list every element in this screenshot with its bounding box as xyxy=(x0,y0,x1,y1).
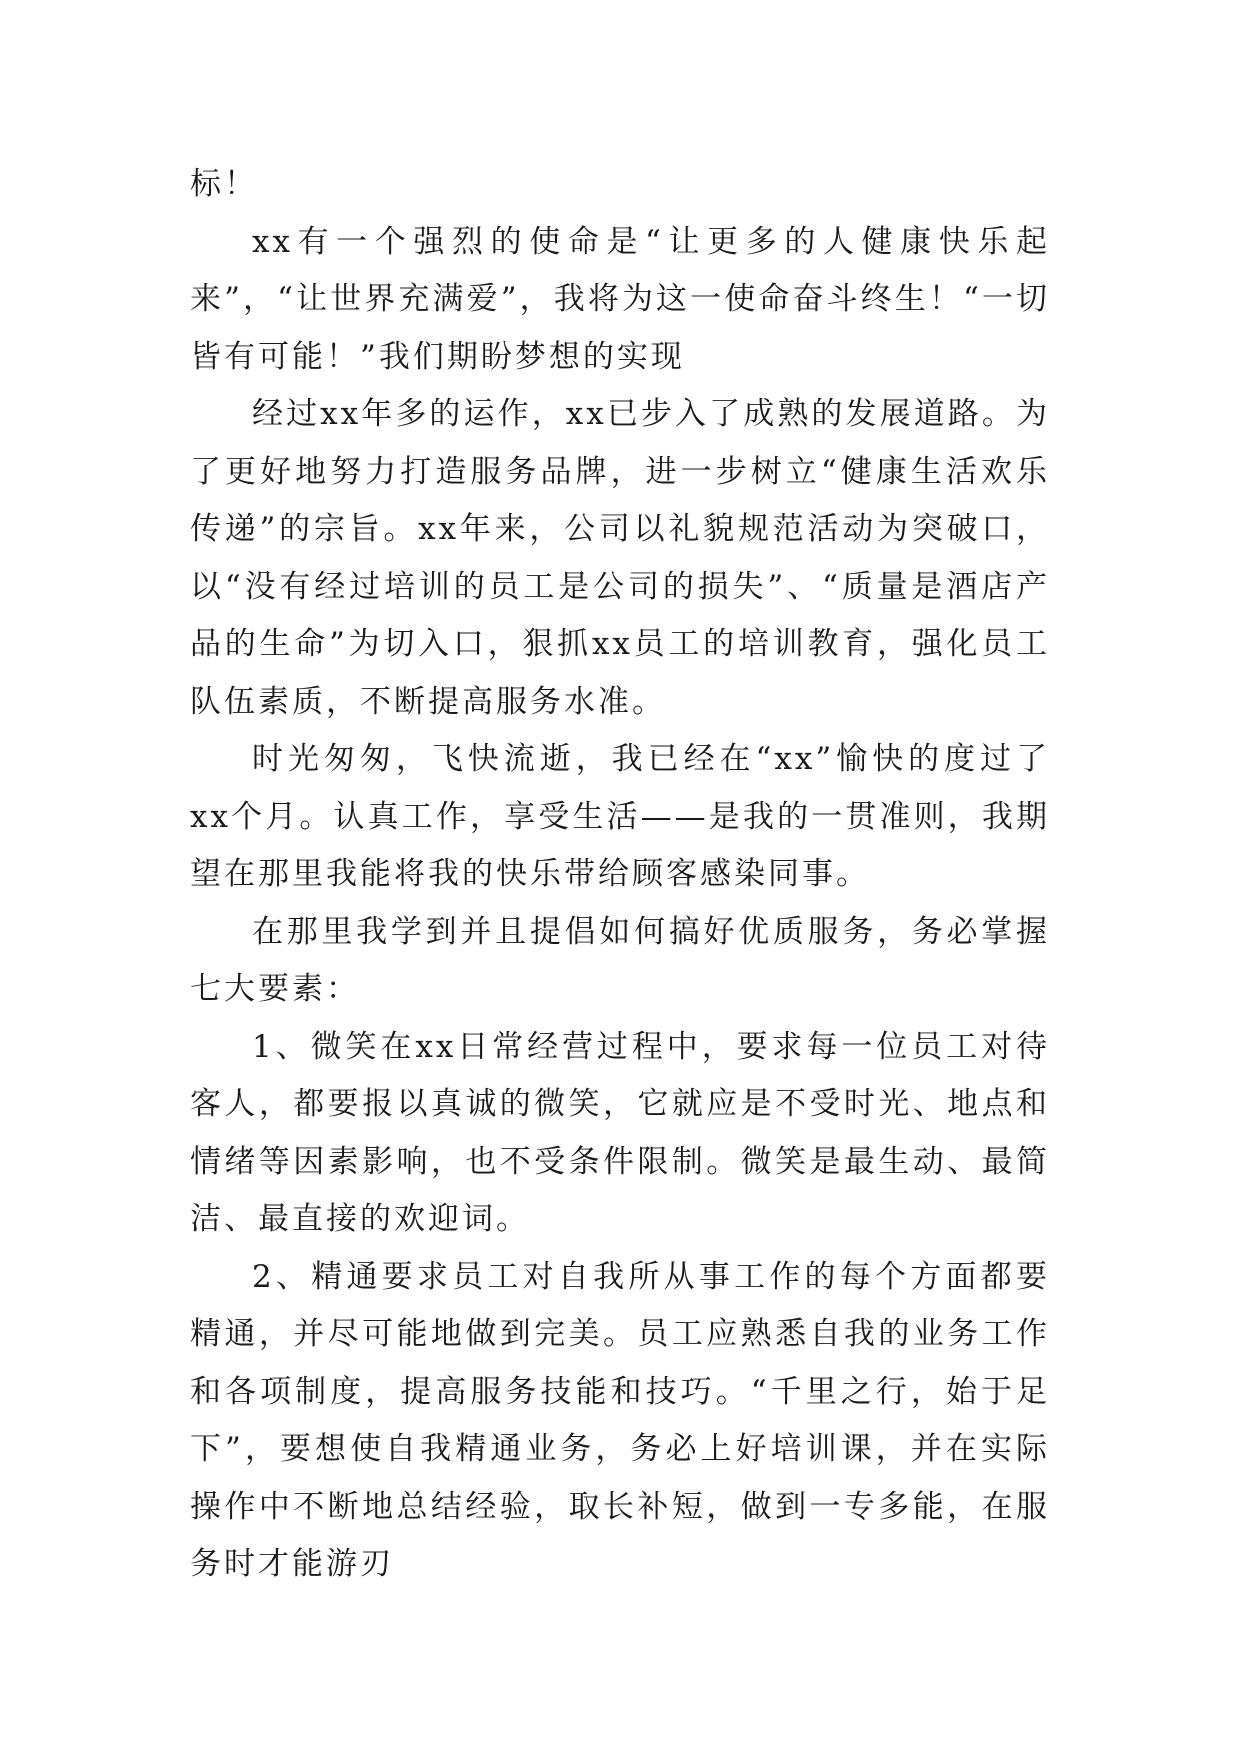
paragraph-time: 时光匆匆，飞快流逝，我已经在“xx”愉快的度过了xx个月。认真工作，享受生活——是我的一贯准则，我期望在那里我能将我的快乐带给顾客感染同事。 xyxy=(190,741,1050,892)
paragraph-mission: xx有一个强烈的使命是“让更多的人健康快乐起来”，“让世界充满爱”，我将为这一使命奋斗终生！“一切皆有可能！”我们期盼梦想的实现 xyxy=(190,223,1050,375)
paragraph-development: 经过xx年多的运作，xx已步入了成熟的发展道路。为了更好地努力打造服务品牌，进一步树立“健康生活欢乐传递”的宗旨。xx年来，公司以礼貌规范活动为突破口，以“没有经过培训的员工是公司的损失”、“质量是酒店产品的生命”为切入口，狠抓xx员工的培训教育，强化员工队伍素质，不断提高服务水准。 xyxy=(190,396,1050,720)
paragraph-seven-elements-intro: 在那里我学到并且提倡如何搞好优质服务，务必掌握七大要素： xyxy=(190,913,1050,1007)
document-body xyxy=(190,156,1050,1594)
paragraph-element-proficiency: 2、精通要求员工对自我所从事工作的每个方面都要精通，并尽可能地做到完美。员工应熟悉自我的业务工作和各项制度，提高服务技能和技巧。“千里之行，始于足下”，要想使自我精通业务，务必上好培训课，并在实际操作中不断地总结经验，取长补短，做到一专多能，在服务时才能游刃 xyxy=(190,1258,1050,1582)
paragraph-element-smile: 1、微笑在xx日常经营过程中，要求每一位员工对待客人，都要报以真诚的微笑，它就应是不受时光、地点和情绪等因素影响，也不受条件限制。微笑是最生动、最简洁、最直接的欢迎词。 xyxy=(190,1028,1050,1237)
paragraph-continuation: 标！ xyxy=(190,166,258,202)
